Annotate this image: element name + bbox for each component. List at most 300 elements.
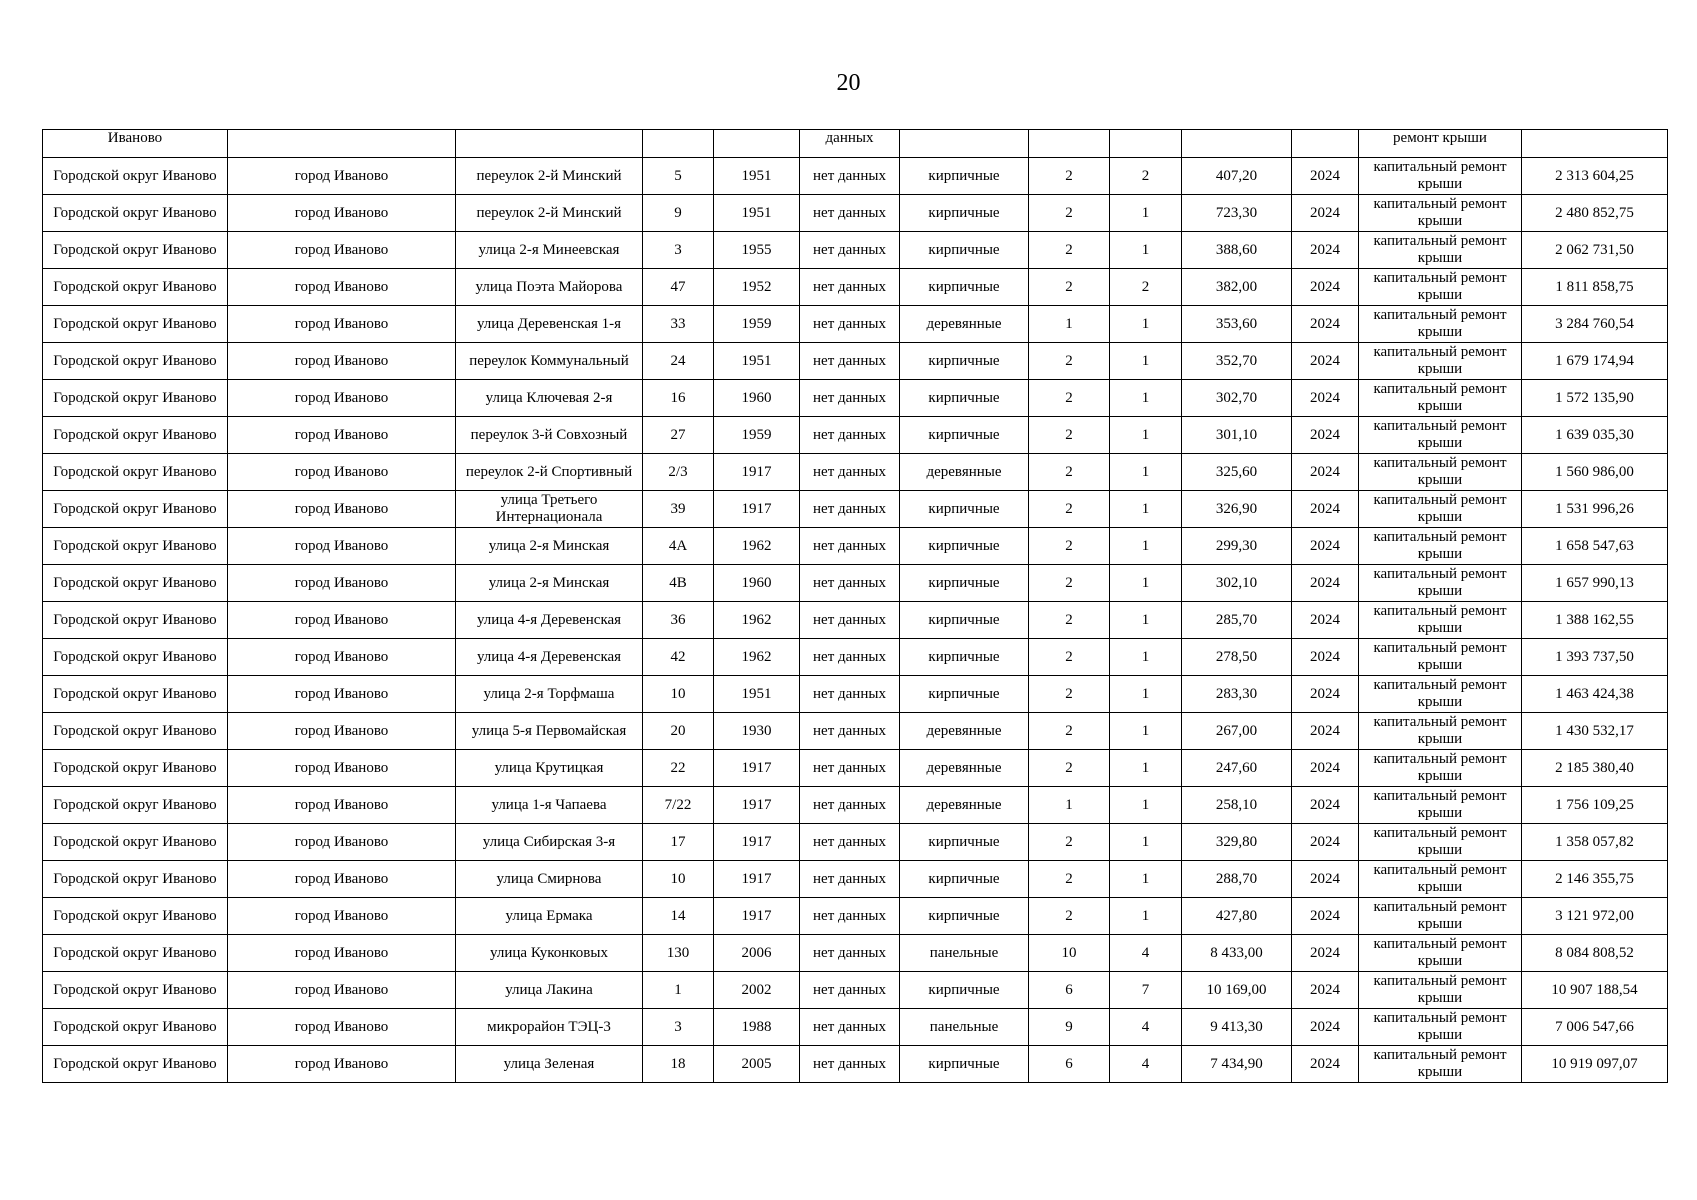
area-cell: 427,80 bbox=[1182, 898, 1292, 935]
work-type-cell: капитальный ремонт крыши bbox=[1359, 676, 1522, 713]
floors-cell: 2 bbox=[1029, 824, 1110, 861]
cost-cell: 1 388 162,55 bbox=[1522, 602, 1668, 639]
table-row bbox=[43, 824, 1668, 861]
cost-cell: 1 531 996,26 bbox=[1522, 491, 1668, 528]
municipality-cell: Городской округ Иваново bbox=[43, 639, 228, 676]
plan-year-cell: 2024 bbox=[1292, 824, 1359, 861]
settlement-cell bbox=[228, 130, 456, 158]
street-cell: улица Деревенская 1-я bbox=[456, 306, 643, 343]
plan-year-cell: 2024 bbox=[1292, 454, 1359, 491]
table-row bbox=[43, 787, 1668, 824]
house-cell: 1 bbox=[643, 972, 714, 1009]
municipality-cell: Городской округ Иваново bbox=[43, 898, 228, 935]
settlement-cell: город Иваново bbox=[228, 676, 456, 713]
floors-cell: 2 bbox=[1029, 750, 1110, 787]
work-type-cell: капитальный ремонт крыши bbox=[1359, 306, 1522, 343]
floors-cell: 2 bbox=[1029, 898, 1110, 935]
municipality-cell: Городской округ Иваново bbox=[43, 972, 228, 1009]
entrances-cell: 1 bbox=[1110, 195, 1182, 232]
settlement-cell: город Иваново bbox=[228, 454, 456, 491]
entrances-cell bbox=[1110, 130, 1182, 158]
house-cell: 7/22 bbox=[643, 787, 714, 824]
street-cell: улица Поэта Майорова bbox=[456, 269, 643, 306]
commissioning-cell: нет данных bbox=[800, 343, 900, 380]
walls-cell: кирпичные bbox=[900, 269, 1029, 306]
house-cell bbox=[643, 130, 714, 158]
municipality-cell: Городской округ Иваново bbox=[43, 602, 228, 639]
entrances-cell: 1 bbox=[1110, 232, 1182, 269]
built-year-cell: 1960 bbox=[714, 380, 800, 417]
work-type-cell: капитальный ремонт крыши bbox=[1359, 232, 1522, 269]
commissioning-cell: нет данных bbox=[800, 380, 900, 417]
house-cell: 5 bbox=[643, 158, 714, 195]
cost-cell: 1 393 737,50 bbox=[1522, 639, 1668, 676]
plan-year-cell: 2024 bbox=[1292, 602, 1359, 639]
plan-year-cell: 2024 bbox=[1292, 972, 1359, 1009]
cost-cell: 1 756 109,25 bbox=[1522, 787, 1668, 824]
work-type-cell: капитальный ремонт крыши bbox=[1359, 898, 1522, 935]
commissioning-cell: нет данных bbox=[800, 750, 900, 787]
built-year-cell: 1959 bbox=[714, 417, 800, 454]
cost-cell: 1 679 174,94 bbox=[1522, 343, 1668, 380]
floors-cell: 2 bbox=[1029, 343, 1110, 380]
plan-year-cell: 2024 bbox=[1292, 343, 1359, 380]
street-cell: улица Смирнова bbox=[456, 861, 643, 898]
walls-cell: кирпичные bbox=[900, 195, 1029, 232]
work-type-cell: капитальный ремонт крыши bbox=[1359, 639, 1522, 676]
house-cell: 24 bbox=[643, 343, 714, 380]
roof-repair-table bbox=[42, 129, 1668, 1083]
commissioning-cell: нет данных bbox=[800, 269, 900, 306]
built-year-cell: 1955 bbox=[714, 232, 800, 269]
work-type-cell: капитальный ремонт крыши bbox=[1359, 454, 1522, 491]
built-year-cell: 2005 bbox=[714, 1046, 800, 1083]
plan-year-cell: 2024 bbox=[1292, 898, 1359, 935]
floors-cell bbox=[1029, 130, 1110, 158]
table-row bbox=[43, 158, 1668, 195]
street-cell: улица Ключевая 2-я bbox=[456, 380, 643, 417]
area-cell: 278,50 bbox=[1182, 639, 1292, 676]
street-cell: улица 4-я Деревенская bbox=[456, 602, 643, 639]
municipality-cell: Городской округ Иваново bbox=[43, 713, 228, 750]
house-cell: 17 bbox=[643, 824, 714, 861]
entrances-cell: 1 bbox=[1110, 491, 1182, 528]
built-year-cell: 1917 bbox=[714, 824, 800, 861]
cost-cell: 1 811 858,75 bbox=[1522, 269, 1668, 306]
municipality-cell: Городской округ Иваново bbox=[43, 380, 228, 417]
commissioning-cell: нет данных bbox=[800, 676, 900, 713]
entrances-cell: 1 bbox=[1110, 306, 1182, 343]
municipality-cell: Городской округ Иваново bbox=[43, 158, 228, 195]
built-year-cell: 2002 bbox=[714, 972, 800, 1009]
area-cell: 407,20 bbox=[1182, 158, 1292, 195]
settlement-cell: город Иваново bbox=[228, 232, 456, 269]
table-row bbox=[43, 528, 1668, 565]
plan-year-cell: 2024 bbox=[1292, 1009, 1359, 1046]
walls-cell: кирпичные bbox=[900, 602, 1029, 639]
walls-cell: деревянные bbox=[900, 750, 1029, 787]
cost-cell: 8 084 808,52 bbox=[1522, 935, 1668, 972]
table-row bbox=[43, 861, 1668, 898]
built-year-cell: 1917 bbox=[714, 787, 800, 824]
floors-cell: 2 bbox=[1029, 417, 1110, 454]
plan-year-cell: 2024 bbox=[1292, 639, 1359, 676]
walls-cell: деревянные bbox=[900, 306, 1029, 343]
commissioning-cell: нет данных bbox=[800, 639, 900, 676]
table-row bbox=[43, 935, 1668, 972]
municipality-cell: Городской округ Иваново bbox=[43, 861, 228, 898]
floors-cell: 2 bbox=[1029, 454, 1110, 491]
commissioning-cell: нет данных bbox=[800, 454, 900, 491]
commissioning-cell: нет данных bbox=[800, 565, 900, 602]
area-cell: 9 413,30 bbox=[1182, 1009, 1292, 1046]
house-cell: 16 bbox=[643, 380, 714, 417]
street-cell: улица Зеленая bbox=[456, 1046, 643, 1083]
walls-cell: деревянные bbox=[900, 454, 1029, 491]
commissioning-cell: нет данных bbox=[800, 713, 900, 750]
house-cell: 39 bbox=[643, 491, 714, 528]
entrances-cell: 7 bbox=[1110, 972, 1182, 1009]
area-cell: 352,70 bbox=[1182, 343, 1292, 380]
area-cell: 8 433,00 bbox=[1182, 935, 1292, 972]
work-type-cell: капитальный ремонт крыши bbox=[1359, 824, 1522, 861]
entrances-cell: 1 bbox=[1110, 343, 1182, 380]
street-cell: улица Третьего Интернационала bbox=[456, 491, 643, 528]
settlement-cell: город Иваново bbox=[228, 713, 456, 750]
street-cell: улица 4-я Деревенская bbox=[456, 639, 643, 676]
settlement-cell: город Иваново bbox=[228, 898, 456, 935]
settlement-cell: город Иваново bbox=[228, 306, 456, 343]
plan-year-cell: 2024 bbox=[1292, 787, 1359, 824]
walls-cell: кирпичные bbox=[900, 972, 1029, 1009]
walls-cell: кирпичные bbox=[900, 861, 1029, 898]
area-cell: 288,70 bbox=[1182, 861, 1292, 898]
table-row bbox=[43, 380, 1668, 417]
entrances-cell: 1 bbox=[1110, 380, 1182, 417]
entrances-cell: 4 bbox=[1110, 1046, 1182, 1083]
settlement-cell: город Иваново bbox=[228, 380, 456, 417]
cost-cell: 1 657 990,13 bbox=[1522, 565, 1668, 602]
cost-cell: 7 006 547,66 bbox=[1522, 1009, 1668, 1046]
built-year-cell: 1962 bbox=[714, 639, 800, 676]
house-cell: 10 bbox=[643, 676, 714, 713]
built-year-cell: 2006 bbox=[714, 935, 800, 972]
entrances-cell: 1 bbox=[1110, 787, 1182, 824]
floors-cell: 10 bbox=[1029, 935, 1110, 972]
work-type-cell: капитальный ремонт крыши bbox=[1359, 602, 1522, 639]
entrances-cell: 4 bbox=[1110, 1009, 1182, 1046]
area-cell: 267,00 bbox=[1182, 713, 1292, 750]
walls-cell: деревянные bbox=[900, 787, 1029, 824]
built-year-cell: 1960 bbox=[714, 565, 800, 602]
plan-year-cell: 2024 bbox=[1292, 269, 1359, 306]
settlement-cell: город Иваново bbox=[228, 417, 456, 454]
street-cell: улица 2-я Минская bbox=[456, 565, 643, 602]
floors-cell: 2 bbox=[1029, 602, 1110, 639]
house-cell: 18 bbox=[643, 1046, 714, 1083]
plan-year-cell: 2024 bbox=[1292, 713, 1359, 750]
commissioning-cell: нет данных bbox=[800, 787, 900, 824]
area-cell: 723,30 bbox=[1182, 195, 1292, 232]
house-cell: 2/3 bbox=[643, 454, 714, 491]
walls-cell: кирпичные bbox=[900, 824, 1029, 861]
cost-cell: 2 185 380,40 bbox=[1522, 750, 1668, 787]
street-cell: переулок 2-й Спортивный bbox=[456, 454, 643, 491]
municipality-cell: Городской округ Иваново bbox=[43, 824, 228, 861]
page-number: 20 bbox=[836, 70, 861, 96]
commissioning-cell: нет данных bbox=[800, 158, 900, 195]
street-cell: переулок 2-й Минский bbox=[456, 158, 643, 195]
area-cell: 325,60 bbox=[1182, 454, 1292, 491]
walls-cell: кирпичные bbox=[900, 898, 1029, 935]
work-type-cell: капитальный ремонт крыши bbox=[1359, 1009, 1522, 1046]
work-type-cell: капитальный ремонт крыши bbox=[1359, 195, 1522, 232]
street-cell: улица 2-я Торфмаша bbox=[456, 676, 643, 713]
entrances-cell: 1 bbox=[1110, 676, 1182, 713]
settlement-cell: город Иваново bbox=[228, 269, 456, 306]
plan-year-cell: 2024 bbox=[1292, 158, 1359, 195]
table-row bbox=[43, 713, 1668, 750]
settlement-cell: город Иваново bbox=[228, 602, 456, 639]
built-year-cell: 1988 bbox=[714, 1009, 800, 1046]
built-year-cell: 1959 bbox=[714, 306, 800, 343]
street-cell: улица Крутицкая bbox=[456, 750, 643, 787]
work-type-cell: капитальный ремонт крыши bbox=[1359, 343, 1522, 380]
municipality-cell: Городской округ Иваново bbox=[43, 232, 228, 269]
commissioning-cell: нет данных bbox=[800, 491, 900, 528]
area-cell: 7 434,90 bbox=[1182, 1046, 1292, 1083]
work-type-cell: ремонт крыши bbox=[1359, 130, 1522, 158]
area-cell: 10 169,00 bbox=[1182, 972, 1292, 1009]
floors-cell: 2 bbox=[1029, 861, 1110, 898]
table-row bbox=[43, 454, 1668, 491]
built-year-cell: 1951 bbox=[714, 158, 800, 195]
table-body bbox=[43, 130, 1668, 1083]
house-cell: 130 bbox=[643, 935, 714, 972]
walls-cell: кирпичные bbox=[900, 1046, 1029, 1083]
built-year-cell: 1951 bbox=[714, 676, 800, 713]
work-type-cell: капитальный ремонт крыши bbox=[1359, 972, 1522, 1009]
settlement-cell: город Иваново bbox=[228, 565, 456, 602]
work-type-cell: капитальный ремонт крыши bbox=[1359, 565, 1522, 602]
municipality-cell: Городской округ Иваново bbox=[43, 528, 228, 565]
settlement-cell: город Иваново bbox=[228, 528, 456, 565]
cost-cell: 1 572 135,90 bbox=[1522, 380, 1668, 417]
entrances-cell: 1 bbox=[1110, 750, 1182, 787]
plan-year-cell: 2024 bbox=[1292, 417, 1359, 454]
table-row bbox=[43, 232, 1668, 269]
municipality-cell: Городской округ Иваново bbox=[43, 1009, 228, 1046]
house-cell: 3 bbox=[643, 1009, 714, 1046]
house-cell: 9 bbox=[643, 195, 714, 232]
cost-cell: 2 480 852,75 bbox=[1522, 195, 1668, 232]
walls-cell: панельные bbox=[900, 935, 1029, 972]
house-cell: 42 bbox=[643, 639, 714, 676]
commissioning-cell: нет данных bbox=[800, 602, 900, 639]
house-cell: 4А bbox=[643, 528, 714, 565]
area-cell: 382,00 bbox=[1182, 269, 1292, 306]
plan-year-cell: 2024 bbox=[1292, 1046, 1359, 1083]
area-cell: 285,70 bbox=[1182, 602, 1292, 639]
settlement-cell: город Иваново bbox=[228, 935, 456, 972]
municipality-cell: Городской округ Иваново bbox=[43, 935, 228, 972]
built-year-cell: 1952 bbox=[714, 269, 800, 306]
work-type-cell: капитальный ремонт крыши bbox=[1359, 750, 1522, 787]
house-cell: 47 bbox=[643, 269, 714, 306]
area-cell: 302,10 bbox=[1182, 565, 1292, 602]
built-year-cell: 1917 bbox=[714, 491, 800, 528]
floors-cell: 2 bbox=[1029, 676, 1110, 713]
area-cell: 301,10 bbox=[1182, 417, 1292, 454]
entrances-cell: 2 bbox=[1110, 158, 1182, 195]
municipality-cell: Городской округ Иваново bbox=[43, 676, 228, 713]
built-year-cell: 1951 bbox=[714, 195, 800, 232]
house-cell: 10 bbox=[643, 861, 714, 898]
table-row bbox=[43, 195, 1668, 232]
area-cell: 299,30 bbox=[1182, 528, 1292, 565]
floors-cell: 2 bbox=[1029, 713, 1110, 750]
municipality-cell: Иваново bbox=[43, 130, 228, 158]
entrances-cell: 1 bbox=[1110, 565, 1182, 602]
floors-cell: 1 bbox=[1029, 306, 1110, 343]
built-year-cell: 1930 bbox=[714, 713, 800, 750]
cost-cell: 1 560 986,00 bbox=[1522, 454, 1668, 491]
municipality-cell: Городской округ Иваново bbox=[43, 269, 228, 306]
street-cell bbox=[456, 130, 643, 158]
entrances-cell: 1 bbox=[1110, 898, 1182, 935]
municipality-cell: Городской округ Иваново bbox=[43, 787, 228, 824]
walls-cell: кирпичные bbox=[900, 565, 1029, 602]
work-type-cell: капитальный ремонт крыши bbox=[1359, 380, 1522, 417]
area-cell: 302,70 bbox=[1182, 380, 1292, 417]
street-cell: улица 1-я Чапаева bbox=[456, 787, 643, 824]
walls-cell: кирпичные bbox=[900, 528, 1029, 565]
entrances-cell: 1 bbox=[1110, 861, 1182, 898]
entrances-cell: 1 bbox=[1110, 602, 1182, 639]
walls-cell: кирпичные bbox=[900, 232, 1029, 269]
commissioning-cell: нет данных bbox=[800, 861, 900, 898]
work-type-cell: капитальный ремонт крыши bbox=[1359, 491, 1522, 528]
walls-cell: панельные bbox=[900, 1009, 1029, 1046]
work-type-cell: капитальный ремонт крыши bbox=[1359, 861, 1522, 898]
floors-cell: 2 bbox=[1029, 158, 1110, 195]
area-cell: 283,30 bbox=[1182, 676, 1292, 713]
entrances-cell: 2 bbox=[1110, 269, 1182, 306]
entrances-cell: 1 bbox=[1110, 824, 1182, 861]
entrances-cell: 4 bbox=[1110, 935, 1182, 972]
commissioning-cell: нет данных bbox=[800, 528, 900, 565]
built-year-cell: 1917 bbox=[714, 861, 800, 898]
street-cell: улица 2-я Минеевская bbox=[456, 232, 643, 269]
plan-year-cell: 2024 bbox=[1292, 565, 1359, 602]
table-row bbox=[43, 491, 1668, 528]
walls-cell: кирпичные bbox=[900, 343, 1029, 380]
plan-year-cell: 2024 bbox=[1292, 491, 1359, 528]
work-type-cell: капитальный ремонт крыши bbox=[1359, 1046, 1522, 1083]
commissioning-cell: нет данных bbox=[800, 1046, 900, 1083]
walls-cell: кирпичные bbox=[900, 380, 1029, 417]
plan-year-cell: 2024 bbox=[1292, 306, 1359, 343]
area-cell: 388,60 bbox=[1182, 232, 1292, 269]
street-cell: улица 2-я Минская bbox=[456, 528, 643, 565]
cost-cell: 2 146 355,75 bbox=[1522, 861, 1668, 898]
plan-year-cell: 2024 bbox=[1292, 935, 1359, 972]
work-type-cell: капитальный ремонт крыши bbox=[1359, 787, 1522, 824]
settlement-cell: город Иваново bbox=[228, 972, 456, 1009]
table-row bbox=[43, 1009, 1668, 1046]
built-year-cell bbox=[714, 130, 800, 158]
table-row bbox=[43, 306, 1668, 343]
cost-cell: 3 284 760,54 bbox=[1522, 306, 1668, 343]
cost-cell: 1 358 057,82 bbox=[1522, 824, 1668, 861]
settlement-cell: город Иваново bbox=[228, 750, 456, 787]
house-cell: 36 bbox=[643, 602, 714, 639]
cost-cell: 1 658 547,63 bbox=[1522, 528, 1668, 565]
street-cell: улица 5-я Первомайская bbox=[456, 713, 643, 750]
cost-cell: 10 919 097,07 bbox=[1522, 1046, 1668, 1083]
plan-year-cell: 2024 bbox=[1292, 380, 1359, 417]
cost-cell: 1 430 532,17 bbox=[1522, 713, 1668, 750]
settlement-cell: город Иваново bbox=[228, 639, 456, 676]
built-year-cell: 1962 bbox=[714, 602, 800, 639]
cost-cell: 1 639 035,30 bbox=[1522, 417, 1668, 454]
floors-cell: 2 bbox=[1029, 232, 1110, 269]
street-cell: улица Ермака bbox=[456, 898, 643, 935]
settlement-cell: город Иваново bbox=[228, 491, 456, 528]
cost-cell: 3 121 972,00 bbox=[1522, 898, 1668, 935]
house-cell: 20 bbox=[643, 713, 714, 750]
settlement-cell: город Иваново bbox=[228, 861, 456, 898]
settlement-cell: город Иваново bbox=[228, 824, 456, 861]
cost-cell bbox=[1522, 130, 1668, 158]
built-year-cell: 1917 bbox=[714, 898, 800, 935]
plan-year-cell: 2024 bbox=[1292, 861, 1359, 898]
settlement-cell: город Иваново bbox=[228, 195, 456, 232]
floors-cell: 6 bbox=[1029, 972, 1110, 1009]
walls-cell: кирпичные bbox=[900, 676, 1029, 713]
commissioning-cell: нет данных bbox=[800, 417, 900, 454]
floors-cell: 2 bbox=[1029, 528, 1110, 565]
house-cell: 22 bbox=[643, 750, 714, 787]
table-row bbox=[43, 269, 1668, 306]
work-type-cell: капитальный ремонт крыши bbox=[1359, 269, 1522, 306]
area-cell: 353,60 bbox=[1182, 306, 1292, 343]
floors-cell: 2 bbox=[1029, 269, 1110, 306]
street-cell: переулок 2-й Минский bbox=[456, 195, 643, 232]
plan-year-cell: 2024 bbox=[1292, 750, 1359, 787]
house-cell: 27 bbox=[643, 417, 714, 454]
built-year-cell: 1951 bbox=[714, 343, 800, 380]
floors-cell: 2 bbox=[1029, 491, 1110, 528]
table-row bbox=[43, 750, 1668, 787]
table-row bbox=[43, 565, 1668, 602]
floors-cell: 1 bbox=[1029, 787, 1110, 824]
built-year-cell: 1962 bbox=[714, 528, 800, 565]
settlement-cell: город Иваново bbox=[228, 343, 456, 380]
table-row bbox=[43, 898, 1668, 935]
street-cell: улица Куконковых bbox=[456, 935, 643, 972]
settlement-cell: город Иваново bbox=[228, 787, 456, 824]
entrances-cell: 1 bbox=[1110, 454, 1182, 491]
table-row bbox=[43, 1046, 1668, 1083]
floors-cell: 2 bbox=[1029, 380, 1110, 417]
walls-cell bbox=[900, 130, 1029, 158]
commissioning-cell: нет данных bbox=[800, 1009, 900, 1046]
street-cell: переулок 3-й Совхозный bbox=[456, 417, 643, 454]
table-row bbox=[43, 972, 1668, 1009]
floors-cell: 9 bbox=[1029, 1009, 1110, 1046]
cost-cell: 2 313 604,25 bbox=[1522, 158, 1668, 195]
